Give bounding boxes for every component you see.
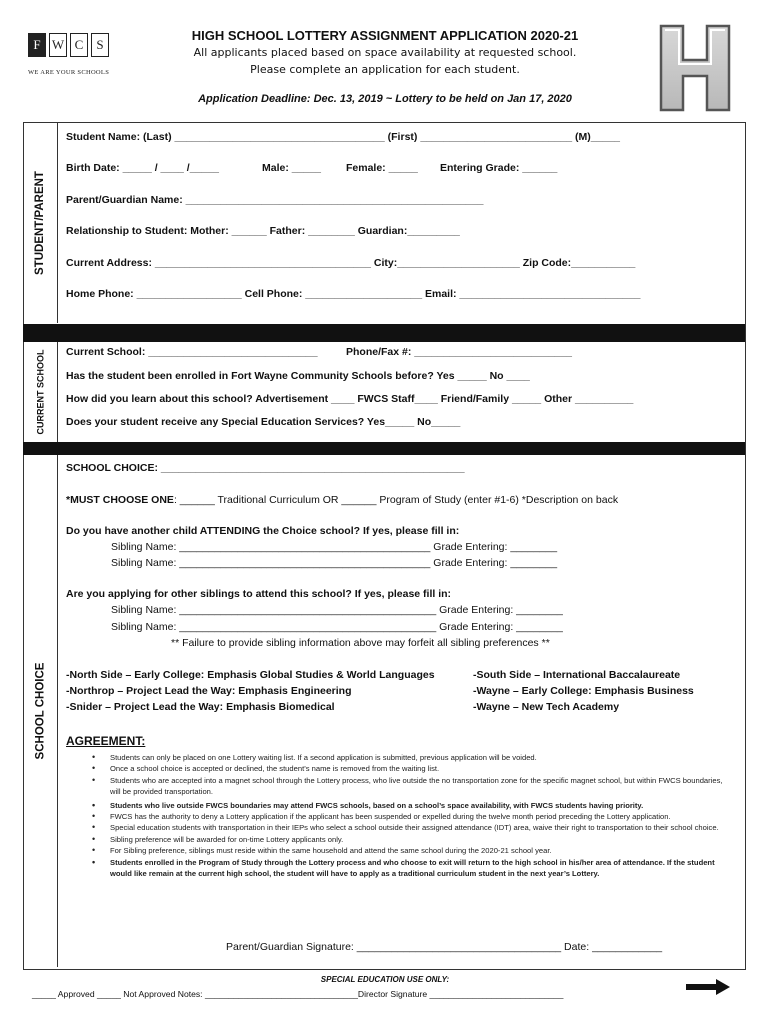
logo-letter: F [28, 33, 46, 57]
agreement-item: • Once a school choice is accepted or declined, the student’s name is removed from the waiting list. [92, 763, 732, 774]
program-option: -North Side – Early College: Emphasis Global Studies & World Languages [66, 669, 435, 681]
special-ed-use-only: SPECIAL EDUCATION USE ONLY: [320, 975, 450, 984]
sibling-warning: ** Failure to provide sibling information above may forfeit all sibling preferences ** [171, 637, 550, 649]
current-school-field[interactable]: Current School: _____________________________ [66, 346, 318, 358]
school-choice-sidebar [23, 455, 58, 967]
subtitle-availability: All applicants placed based on space availability at requested school. [193, 46, 577, 59]
entering-grade-field[interactable]: Entering Grade: ______ [440, 162, 558, 174]
agreement-item: • For Sibling preference, siblings must reside within the same household and attend the same school during the 2020-21 school year. [92, 845, 732, 856]
enrolled-before-question[interactable]: Has the student been enrolled in Fort Wayne Community Schools before? Yes _____ No ____ [66, 370, 530, 382]
phone-fax-field[interactable]: Phone/Fax #: ___________________________ [346, 346, 572, 358]
program-option: -Wayne – Early College: Emphasis Business [473, 685, 694, 697]
section-label-current-school: CURRENT SCHOOL [35, 349, 45, 435]
phone-email-field[interactable]: Home Phone: __________________ Cell Phone: ____________________ Email: _______________________________ [66, 288, 641, 300]
agreement-item: • Students who live outside FWCS boundaries may attend FWCS schools, based on a school’s space availability, with FWCS students having priority. [92, 800, 732, 811]
current-school-sidebar [23, 342, 58, 442]
section-label-school-choice: SCHOOL CHOICE [34, 662, 47, 760]
attending-sibling-2-field[interactable]: Sibling Name: ___________________________________________ Grade Entering: ________ [111, 557, 558, 569]
agreement-item: • Sibling preference will be awarded for on-time Lottery applicants only. [92, 834, 732, 845]
female-field[interactable]: Female: _____ [346, 162, 418, 174]
male-field[interactable]: Male: _____ [262, 162, 321, 174]
approval-line[interactable]: _____ Approved _____ Not Approved Notes: ________________________________Director Signature ____________________________ [32, 989, 564, 999]
applying-sibling-2-field[interactable]: Sibling Name: ____________________________________________ Grade Entering: ________ [111, 621, 563, 633]
attending-sibling-1-field[interactable]: Sibling Name: ___________________________________________ Grade Entering: ________ [111, 541, 558, 553]
section-divider [23, 324, 745, 342]
agreement-item: • Students can only be placed on one Lottery waiting list. If a second application is submitted, previous application will be voided. [92, 752, 732, 763]
relationship-field[interactable]: Relationship to Student: Mother: ______ Father: ________ Guardian:_________ [66, 225, 460, 237]
agreement-item: • Students who are accepted into a magnet school through the Lottery process, who live outside the no transportation zone for the specific magnet school, but within FWCS boundaries, will be provided transportation. [92, 775, 732, 798]
birth-date-field[interactable]: Birth Date: _____ / ____ /_____ [66, 162, 219, 174]
program-option: -South Side – International Baccalaureate [473, 669, 681, 681]
agreement-item: • Special education students with transportation in their IEPs who select a school outside their assigned attendance (IDT) area, waive their right to transportation to their school choice. [92, 822, 732, 833]
section-label-student-parent: STUDENT/PARENT [34, 171, 46, 275]
parent-signature-field[interactable]: Parent/Guardian Signature: ___________________________________ Date: ____________ [226, 941, 663, 953]
agreement-list [92, 752, 732, 879]
program-option: -Northrop – Project Lead the Way: Emphasis Engineering [66, 685, 352, 697]
logo-letter: C [70, 33, 88, 57]
application-deadline: Application Deadline: Dec. 13, 2019 ~ Lottery to be held on Jan 17, 2020 [198, 93, 572, 105]
right-arrow-icon [684, 978, 732, 996]
how-learned-question[interactable]: How did you learn about this school? Advertisement ____ FWCS Staff____ Friend/Family _____ Other __________ [66, 393, 634, 405]
applying-sibling-1-field[interactable]: Sibling Name: ____________________________________________ Grade Entering: ________ [111, 604, 563, 616]
student-parent-sidebar [23, 123, 58, 323]
page-title: HIGH SCHOOL LOTTERY ASSIGNMENT APPLICATION 2020-21 [191, 28, 579, 43]
special-ed-question[interactable]: Does your student receive any Special Education Services? Yes_____ No_____ [66, 416, 461, 428]
program-option: -Wayne – New Tech Academy [473, 701, 620, 713]
program-option: -Snider – Project Lead the Way: Emphasis Biomedical [66, 701, 335, 713]
agreement-item: • Students enrolled in the Program of Study through the Lottery process and who choose to exit will return to the high school in his/her area of attendance. If the student would like remain at the current high school, the student will have to apply as a traditional curriculum student in the next year’s Lottery. [92, 857, 732, 880]
school-choice-field[interactable]: SCHOOL CHOICE: ____________________________________________________ [66, 462, 465, 474]
high-school-h-graphic [655, 22, 735, 114]
current-address-field[interactable]: Current Address: _____________________________________ City:_____________________ Zip Code:___________ [66, 257, 636, 269]
logo-letter: S [91, 33, 109, 57]
attending-sibling-question: Do you have another child ATTENDING the Choice school? If yes, please fill in: [66, 525, 460, 537]
logo-letter: W [49, 33, 67, 57]
section-divider [23, 442, 745, 455]
must-choose-one-field[interactable]: *MUST CHOOSE ONE: ______ Traditional Curriculum OR ______ Program of Study (enter #1-6) *Description on back [66, 494, 619, 506]
agreement-item: • FWCS has the authority to deny a Lottery application if the applicant has been suspended or expelled during the twelve month period preceding the Lottery application. [92, 811, 732, 822]
applying-sibling-question: Are you applying for other siblings to attend this school? If yes, please fill in: [66, 588, 452, 600]
logo-tagline: WE ARE YOUR SCHOOLS [28, 69, 110, 76]
guardian-name-field[interactable]: Parent/Guardian Name: ___________________________________________________ [66, 194, 484, 206]
agreement-heading: AGREEMENT: [66, 734, 146, 748]
subtitle-instructions: Please complete an application for each student. [250, 63, 520, 76]
student-name-field[interactable]: Student Name: (Last) ____________________________________ (First) __________________________ (M)_____ [66, 131, 620, 143]
